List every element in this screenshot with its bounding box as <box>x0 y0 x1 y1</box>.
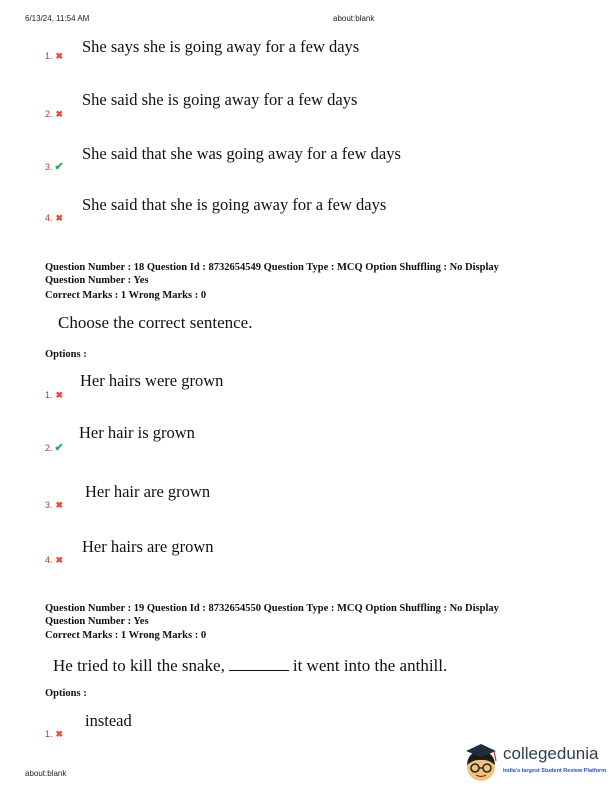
option-1-number: 1. ✖ <box>45 51 64 61</box>
brand-tagline: India's largest Student Review Platform <box>503 768 607 774</box>
wrong-icon: ✖ <box>55 555 64 565</box>
answer-blank <box>229 669 289 671</box>
wrong-icon: ✖ <box>55 729 64 739</box>
option-3-text: Her hair are grown <box>85 482 211 501</box>
option-1-number: 1. ✖ <box>45 729 64 739</box>
mascot-icon <box>460 741 502 787</box>
wrong-icon: ✖ <box>55 109 64 119</box>
question-19-display: Question Number : Yes <box>45 616 149 627</box>
print-footer-url: about:blank <box>25 769 67 778</box>
option-2-number: 2. ✔ <box>45 442 64 454</box>
option-1-number: 1. ✖ <box>45 390 64 400</box>
correct-check-icon: ✔ <box>54 442 64 454</box>
option-4-text: She said that she is going away for a few days <box>82 195 387 214</box>
wrong-icon: ✖ <box>55 51 64 61</box>
option-4-number: 4. ✖ <box>45 555 64 565</box>
option-4-number: 4. ✖ <box>45 213 64 223</box>
option-1-text: instead <box>85 711 132 730</box>
question-18-text: Choose the correct sentence. <box>58 313 253 332</box>
question-19-marks: Correct Marks : 1 Wrong Marks : 0 <box>45 630 207 641</box>
option-2-text: She said she is going away for a few days <box>82 90 358 109</box>
option-2-number: 2. ✖ <box>45 109 64 119</box>
option-3-number: 3. ✖ <box>45 500 64 510</box>
correct-check-icon: ✔ <box>54 161 64 173</box>
collegedunia-logo <box>460 741 610 789</box>
option-1-text: Her hairs were grown <box>80 371 224 390</box>
question-19-meta: Question Number : 19 Question Id : 8732654550 Question Type : MCQ Option Shuffling : No Display <box>45 603 499 614</box>
wrong-icon: ✖ <box>55 500 64 510</box>
brand-name: collegedunia <box>503 744 599 763</box>
question-18-meta: Question Number : 18 Question Id : 8732654549 Question Type : MCQ Option Shuffling : No Display <box>45 262 499 273</box>
option-2-text: Her hair is grown <box>79 423 195 442</box>
question-18-display: Question Number : Yes <box>45 275 149 286</box>
option-4-text: Her hairs are grown <box>82 537 214 556</box>
option-3-number: 3. ✔ <box>45 161 64 173</box>
option-3-text: She said that she was going away for a few days <box>82 144 401 163</box>
option-1-text: She says she is going away for a few days <box>82 37 360 56</box>
options-label: Options : <box>45 349 87 360</box>
question-19-text: He tried to kill the snake, it went into the anthill. <box>53 656 448 675</box>
question-18-marks: Correct Marks : 1 Wrong Marks : 0 <box>45 290 207 301</box>
print-datetime: 6/13/24, 11:54 AM <box>25 14 90 23</box>
options-label: Options : <box>45 688 87 699</box>
wrong-icon: ✖ <box>55 213 64 223</box>
print-page-title: about:blank <box>333 14 375 23</box>
wrong-icon: ✖ <box>55 390 64 400</box>
